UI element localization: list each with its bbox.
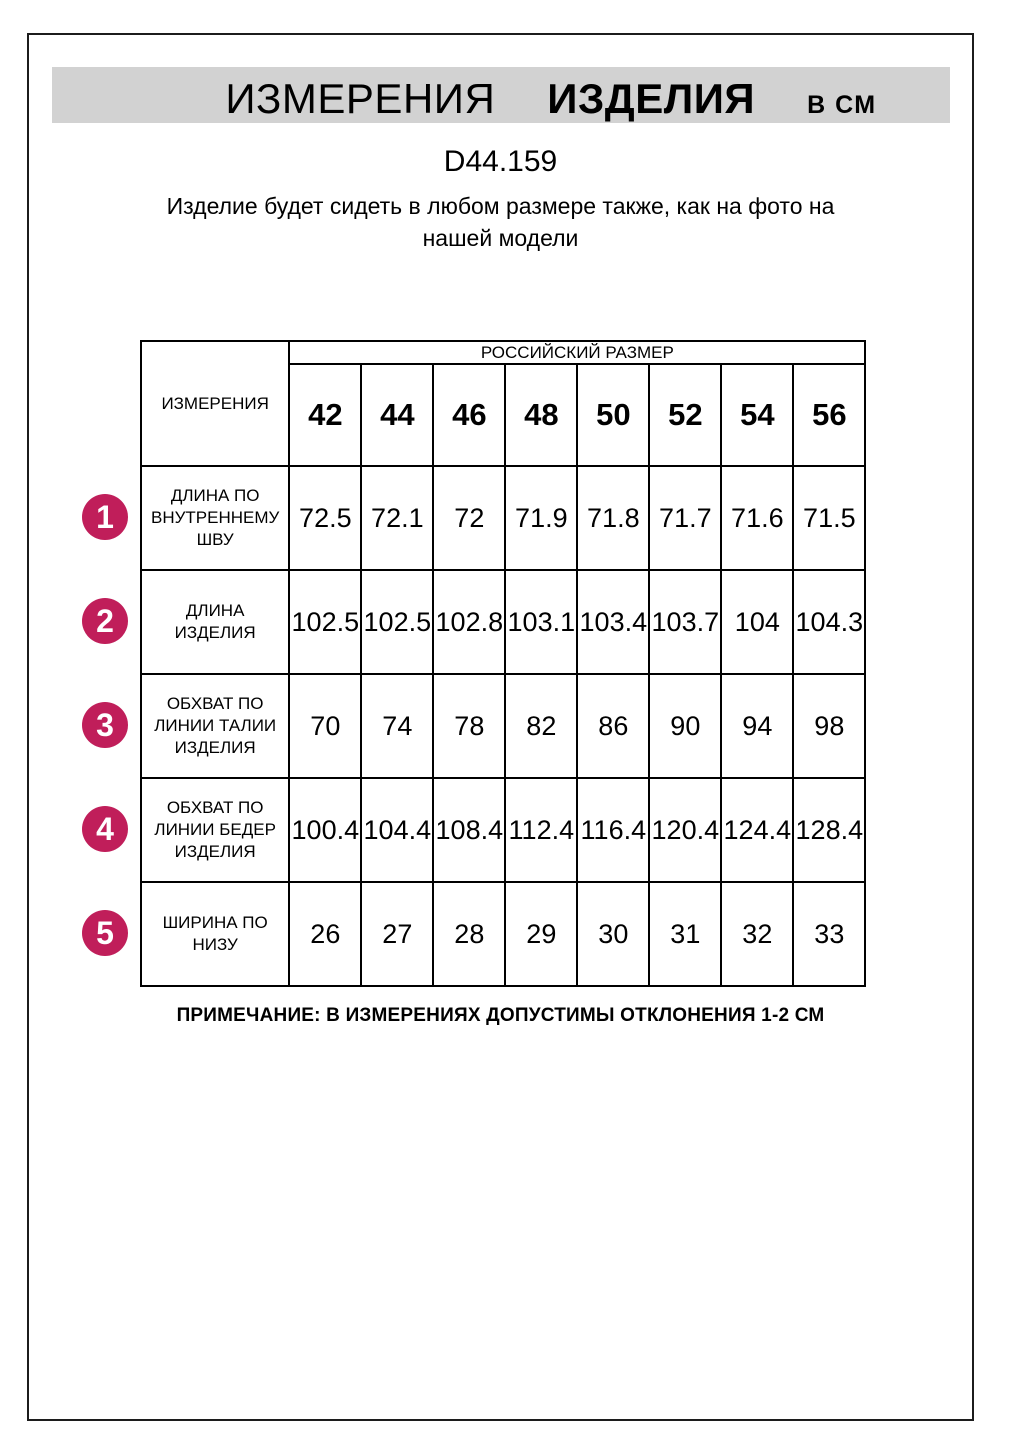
cell-value: 116.4 xyxy=(577,778,649,882)
cell-value: 33 xyxy=(793,882,865,986)
cell-value: 102.8 xyxy=(433,570,505,674)
size-header: 44 xyxy=(361,364,433,466)
cell-value: 104 xyxy=(721,570,793,674)
cell-value: 103.7 xyxy=(649,570,721,674)
cell-value: 120.4 xyxy=(649,778,721,882)
cell-value: 100.4 xyxy=(289,778,361,882)
cell-value: 124.4 xyxy=(721,778,793,882)
title-product: ИЗДЕЛИЯ xyxy=(547,75,756,122)
cell-value: 112.4 xyxy=(505,778,577,882)
cell-value: 104.3 xyxy=(793,570,865,674)
cell-value: 72.1 xyxy=(361,466,433,570)
cell-value: 27 xyxy=(361,882,433,986)
row-number-badge-4: 4 xyxy=(82,806,128,852)
size-header: 54 xyxy=(721,364,793,466)
russian-size-header: РОССИЙСКИЙ РАЗМЕР xyxy=(289,341,865,364)
cell-value: 82 xyxy=(505,674,577,778)
size-header: 46 xyxy=(433,364,505,466)
size-header: 48 xyxy=(505,364,577,466)
table-row-bottom-width xyxy=(141,882,865,986)
cell-value: 102.5 xyxy=(361,570,433,674)
table-row-item-length xyxy=(141,570,865,674)
row-number-badge-3: 3 xyxy=(82,702,128,748)
article-code: D44.159 xyxy=(443,145,558,178)
subtitle-wrap xyxy=(27,191,974,254)
cell-value: 102.5 xyxy=(289,570,361,674)
cell-value: 72 xyxy=(433,466,505,570)
cell-value: 74 xyxy=(361,674,433,778)
cell-value: 26 xyxy=(289,882,361,986)
row-label: ОБХВАТ ПО ЛИНИИ ТАЛИИ ИЗДЕЛИЯ xyxy=(141,674,289,778)
cell-value: 70 xyxy=(289,674,361,778)
cell-value: 71.9 xyxy=(505,466,577,570)
cell-value: 28 xyxy=(433,882,505,986)
row-label: ШИРИНА ПО НИЗУ xyxy=(141,882,289,986)
cell-value: 98 xyxy=(793,674,865,778)
cell-value: 103.4 xyxy=(577,570,649,674)
cell-value: 90 xyxy=(649,674,721,778)
cell-value: 103.1 xyxy=(505,570,577,674)
subtitle-text: Изделие будет сидеть в любом размере также, как на фото на нашей модели xyxy=(166,193,835,251)
measurements-column-header: ИЗМЕРЕНИЯ xyxy=(141,341,289,466)
title-banner xyxy=(52,67,950,123)
cell-value: 32 xyxy=(721,882,793,986)
row-label: ДЛИНА ИЗДЕЛИЯ xyxy=(141,570,289,674)
cell-value: 128.4 xyxy=(793,778,865,882)
size-header: 50 xyxy=(577,364,649,466)
row-number-badge-5: 5 xyxy=(82,910,128,956)
cell-value: 104.4 xyxy=(361,778,433,882)
cell-value: 71.8 xyxy=(577,466,649,570)
row-label: ДЛИНА ПО ВНУТРЕННЕМУ ШВУ xyxy=(141,466,289,570)
table-row-inseam-length xyxy=(141,466,865,570)
row-label: ОБХВАТ ПО ЛИНИИ БЕДЕР ИЗДЕЛИЯ xyxy=(141,778,289,882)
cell-value: 71.6 xyxy=(721,466,793,570)
cell-value: 71.5 xyxy=(793,466,865,570)
cell-value: 31 xyxy=(649,882,721,986)
row-number-badge-2: 2 xyxy=(82,598,128,644)
size-header: 56 xyxy=(793,364,865,466)
cell-value: 94 xyxy=(721,674,793,778)
table-row-waist-girth xyxy=(141,674,865,778)
table-row-hip-girth xyxy=(141,778,865,882)
cell-value: 30 xyxy=(577,882,649,986)
size-header: 42 xyxy=(289,364,361,466)
cell-value: 86 xyxy=(577,674,649,778)
cell-value: 29 xyxy=(505,882,577,986)
cell-value: 78 xyxy=(433,674,505,778)
note-text: ПРИМЕЧАНИЕ: В ИЗМЕРЕНИЯХ ДОПУСТИМЫ ОТКЛОНЕНИЯ 1-2 СМ xyxy=(176,1005,825,1026)
cell-value: 71.7 xyxy=(649,466,721,570)
cell-value: 108.4 xyxy=(433,778,505,882)
row-number-badge-1: 1 xyxy=(82,494,128,540)
title-unit: В СМ xyxy=(807,91,877,119)
size-table xyxy=(140,340,866,987)
cell-value: 72.5 xyxy=(289,466,361,570)
size-header: 52 xyxy=(649,364,721,466)
table-row-group-header xyxy=(141,341,865,364)
title-measurements: ИЗМЕРЕНИЯ xyxy=(225,75,496,122)
